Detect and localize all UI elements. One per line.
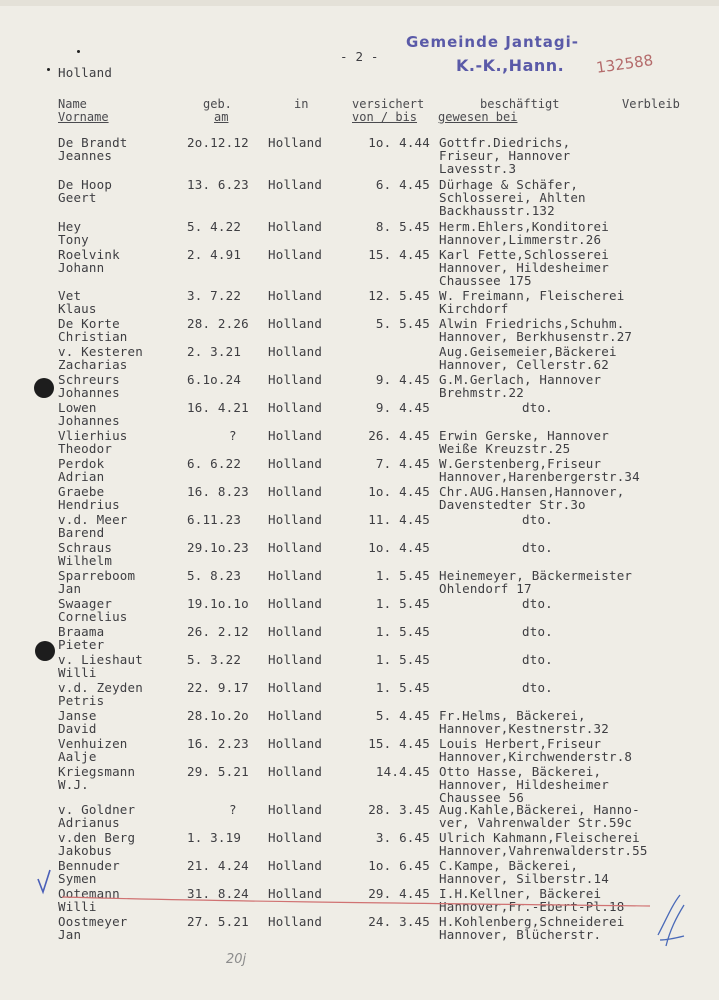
insured-date: 1o. 6.45 (368, 858, 430, 873)
birthplace: Holland (268, 914, 323, 929)
signature-mark (658, 895, 684, 946)
birth-date: 28.1o.2o (187, 708, 249, 723)
first-name: Geert (58, 190, 97, 205)
birth-date: 29. 5.21 (187, 764, 249, 779)
employer-line: Weiße Kreuzstr.25 (439, 441, 571, 456)
employer-line: Lavesstr.3 (439, 161, 517, 176)
surname: Oostmeyer (58, 914, 128, 929)
employer-line: G.M.Gerlach, Hannover (439, 372, 602, 387)
insured-date: 1. 5.45 (375, 568, 430, 583)
birthplace: Holland (268, 886, 323, 901)
insured-date: 14.4.45 (375, 764, 430, 779)
pencil-number: 132588 (595, 51, 655, 77)
employer-line: Hannover,Harenbergerstr.34 (439, 469, 640, 484)
first-name: Johann (58, 260, 105, 275)
first-name: W.J. (58, 777, 89, 792)
birthplace: Holland (268, 219, 323, 234)
insured-date: 1. 5.45 (375, 680, 430, 695)
employer-line: Kirchdorf (439, 301, 509, 316)
surname: Lowen (58, 400, 97, 415)
surname: Vlierhius (58, 428, 128, 443)
surname: Hey (58, 219, 82, 234)
birth-date: 27. 5.21 (187, 914, 249, 929)
insured-date: 8. 5.45 (375, 219, 430, 234)
birth-date: ? (229, 428, 237, 443)
employer-line: Karl Fette,Schlosserei (439, 247, 609, 262)
birthplace: Holland (268, 680, 323, 695)
employer-line: Hannover, Hildesheimer (439, 260, 609, 275)
employer-line: Hannover,Vahrenwalderstr.55 (439, 843, 648, 858)
birthplace: Holland (268, 624, 323, 639)
country-label: Holland (58, 65, 113, 80)
surname: v. Kesteren (58, 344, 143, 359)
employer-line: C.Kampe, Bäckerei, (439, 858, 579, 873)
birth-date: 31. 8.24 (187, 886, 249, 901)
first-name: Jan (58, 927, 82, 942)
birth-date: 28. 2.26 (187, 316, 249, 331)
first-name: Jakobus (58, 843, 113, 858)
birthplace: Holland (268, 135, 323, 150)
employer-line: Chaussee 175 (439, 273, 532, 288)
employer-line: Alwin Friedrichs,Schuhm. (439, 316, 625, 331)
employer-line: Aug.Kahle,Bäckerei, Hanno- (439, 802, 640, 817)
surname: v.d. Meer (58, 512, 128, 527)
employer-line: Ulrich Kahmann,Fleischerei (439, 830, 640, 845)
insured-date: 3. 6.45 (375, 830, 430, 845)
birth-date: 6.11.23 (187, 512, 242, 527)
employer-line: Hannover,Kirchwenderstr.8 (439, 749, 633, 764)
surname: Vet (58, 288, 82, 303)
employer-line: dto. (522, 540, 553, 555)
header-gewesen-bei: gewesen bei (438, 110, 518, 124)
birthplace: Holland (268, 540, 323, 555)
birthplace: Holland (268, 830, 323, 845)
surname: v.den Berg (58, 830, 136, 845)
first-name: Barend (58, 525, 105, 540)
surname: Bennuder (58, 858, 120, 873)
employer-line: Fr.Helms, Bäckerei, (439, 708, 586, 723)
birth-date: 6. 6.22 (187, 456, 242, 471)
stamp-line-1: Gemeinde Jantagi- (406, 33, 580, 51)
employer-line: ver, Vahrenwalder Str.59c (439, 815, 633, 830)
surname: v. Lieshaut (58, 652, 143, 667)
surname: Graebe (58, 484, 105, 499)
first-name: Jeannes (58, 148, 113, 163)
employer-line: Schlosserei, Ahlten (439, 190, 586, 205)
employer-line: Hannover, Cellerstr.62 (439, 357, 609, 372)
first-name: Petris (58, 693, 105, 708)
birthplace: Holland (268, 288, 323, 303)
employer-line: Hannover,Limmerstr.26 (439, 232, 602, 247)
employer-line: dto. (522, 596, 553, 611)
insured-date: 1o. 4.45 (368, 484, 430, 499)
first-name: Johannes (58, 413, 120, 428)
employer-line: W.Gerstenberg,Friseur (439, 456, 602, 471)
first-name: Johannes (58, 385, 120, 400)
birth-date: 3. 7.22 (187, 288, 242, 303)
header-name: Name (58, 97, 87, 111)
first-name: Jan (58, 581, 82, 596)
birthplace: Holland (268, 484, 323, 499)
insured-date: 28. 3.45 (368, 802, 430, 817)
birth-date: 22. 9.17 (187, 680, 249, 695)
birth-date: 26. 2.12 (187, 624, 249, 639)
birthplace: Holland (268, 400, 323, 415)
employer-line: Davenstedter Str.3o (439, 497, 586, 512)
red-underline (62, 897, 650, 906)
employer-line: dto. (522, 624, 553, 639)
birth-date: 21. 4.24 (187, 858, 249, 873)
first-name: Christian (58, 329, 128, 344)
surname: Perdok (58, 456, 105, 471)
birthplace: Holland (268, 764, 323, 779)
employer-line: Dürhage & Schäfer, (439, 177, 579, 192)
insured-date: 1o. 4.44 (368, 135, 430, 150)
surname: v.d. Zeyden (58, 680, 143, 695)
header-geb: geb. (203, 97, 232, 111)
first-name: Pieter (58, 637, 105, 652)
surname: De Brandt (58, 135, 128, 150)
insured-date: 12. 5.45 (368, 288, 430, 303)
checkmark-icon (38, 870, 50, 892)
birth-date: 19.1o.1o (187, 596, 249, 611)
first-name: Symen (58, 871, 97, 886)
employer-line: Hannover, Blücherstr. (439, 927, 602, 942)
birth-date: 2o.12.12 (187, 135, 249, 150)
pencil-note: 20j (226, 952, 247, 967)
insured-date: 6. 4.45 (375, 177, 430, 192)
birth-date: 5. 4.22 (187, 219, 242, 234)
birth-date: 13. 6.23 (187, 177, 249, 192)
header-vorname: Vorname (58, 110, 109, 124)
birthplace: Holland (268, 344, 323, 359)
employer-line: dto. (522, 652, 553, 667)
surname: Sparreboom (58, 568, 136, 583)
first-name: Aalje (58, 749, 97, 764)
insured-date: 9. 4.45 (375, 400, 430, 415)
first-name: Willi (58, 665, 97, 680)
birthplace: Holland (268, 652, 323, 667)
surname: De Korte (58, 316, 120, 331)
insured-date: 5. 4.45 (375, 708, 430, 723)
employer-line: I.H.Kellner, Bäckerei (439, 886, 602, 901)
employer-line: Heinemeyer, Bäckermeister (439, 568, 633, 583)
header-versichert: versichert (352, 97, 425, 111)
employer-line: Hannover, Hildesheimer (439, 777, 609, 792)
insured-date: 1. 5.45 (375, 624, 430, 639)
employer-line: Hannover,Kestnerstr.32 (439, 721, 609, 736)
employer-line: dto. (522, 512, 553, 527)
birth-date: ? (229, 802, 237, 817)
employer-line: dto. (522, 680, 553, 695)
employer-line: Hannover,Fr.-Ebert-Pl.18 (439, 899, 625, 914)
first-name: Cornelius (58, 609, 128, 624)
birthplace: Holland (268, 247, 323, 262)
insured-date: 24. 3.45 (368, 914, 430, 929)
birthplace: Holland (268, 802, 323, 817)
first-name: David (58, 721, 97, 736)
employer-line: Brehmstr.22 (439, 385, 524, 400)
birth-date: 16. 2.23 (187, 736, 249, 751)
first-name: Klaus (58, 301, 97, 316)
birth-date: 2. 3.21 (187, 344, 242, 359)
employer-line: Chaussee 56 (439, 790, 524, 805)
birth-date: 5. 3.22 (187, 652, 242, 667)
surname: Schraus (58, 540, 113, 555)
employer-line: Friseur, Hannover (439, 148, 571, 163)
employer-line: dto. (522, 400, 553, 415)
birthplace: Holland (268, 736, 323, 751)
employer-line: Gottfr.Diedrichs, (439, 135, 571, 150)
surname: De Hoop (58, 177, 113, 192)
first-name: Adrianus (58, 815, 120, 830)
header-verbleib: Verbleib (622, 97, 680, 111)
insured-date: 5. 5.45 (375, 316, 430, 331)
first-name: Hendrius (58, 497, 120, 512)
birth-date: 6.1o.24 (187, 372, 242, 387)
birthplace: Holland (268, 428, 323, 443)
first-name: Theodor (58, 441, 113, 456)
surname: Janse (58, 708, 97, 723)
birthplace: Holland (268, 596, 323, 611)
first-name: Willi (58, 899, 97, 914)
birthplace: Holland (268, 372, 323, 387)
birth-date: 16. 8.23 (187, 484, 249, 499)
surname: Kriegsmann (58, 764, 136, 779)
employer-line: Erwin Gerske, Hannover (439, 428, 609, 443)
birth-date: 29.1o.23 (187, 540, 249, 555)
surname: Swaager (58, 596, 113, 611)
stamp-line-2: K.-K.,Hann. (456, 56, 565, 75)
insured-date: 9. 4.45 (375, 372, 430, 387)
header-in: in (294, 97, 309, 111)
first-name: Adrian (58, 469, 105, 484)
insured-date: 7. 4.45 (375, 456, 430, 471)
employer-line: Ohlendorf 17 (439, 581, 532, 596)
birthplace: Holland (268, 316, 323, 331)
header-von-bis: von / bis (352, 110, 418, 124)
employer-line: W. Freimann, Fleischerei (439, 288, 625, 303)
birth-date: 2. 4.91 (187, 247, 242, 262)
birthplace: Holland (268, 177, 323, 192)
birthplace: Holland (268, 568, 323, 583)
birthplace: Holland (268, 512, 323, 527)
insured-date: 11. 4.45 (368, 512, 430, 527)
birthplace: Holland (268, 456, 323, 471)
header-beschaeftigt: beschäftigt (480, 97, 560, 111)
insured-date: 29. 4.45 (368, 886, 430, 901)
employer-line: Hannover, Silberstr.14 (439, 871, 609, 886)
insured-date: 1. 5.45 (375, 596, 430, 611)
birth-date: 1. 3.19 (187, 830, 242, 845)
employer-line: Louis Herbert,Friseur (439, 736, 602, 751)
first-name: Tony (58, 232, 89, 247)
surname: Venhuizen (58, 736, 128, 751)
insured-date: 1. 5.45 (375, 652, 430, 667)
employer-line: Otto Hasse, Bäckerei, (439, 764, 602, 779)
header-am: am (214, 110, 229, 124)
birth-date: 5. 8.23 (187, 568, 242, 583)
insured-date: 15. 4.45 (368, 247, 430, 262)
insured-date: 26. 4.45 (368, 428, 430, 443)
insured-date: 15. 4.45 (368, 736, 430, 751)
first-name: Wilhelm (58, 553, 113, 568)
page-number: - 2 - (340, 49, 379, 64)
birthplace: Holland (268, 858, 323, 873)
employer-line: Backhausstr.132 (439, 203, 555, 218)
surname: Roelvink (58, 247, 120, 262)
employer-line: Hannover, Berkhusenstr.27 (439, 329, 633, 344)
employer-line: Aug.Geisemeier,Bäckerei (439, 344, 617, 359)
insured-date: 1o. 4.45 (368, 540, 430, 555)
employer-line: Herm.Ehlers,Konditorei (439, 219, 609, 234)
birthplace: Holland (268, 708, 323, 723)
surname: v. Goldner (58, 802, 136, 817)
surname: Braama (58, 624, 105, 639)
surname: Schreurs (58, 372, 120, 387)
employer-line: Chr.AUG.Hansen,Hannover, (439, 484, 625, 499)
birth-date: 16. 4.21 (187, 400, 249, 415)
surname: Ootemann (58, 886, 120, 901)
first-name: Zacharias (58, 357, 128, 372)
employer-line: H.Kohlenberg,Schneiderei (439, 914, 625, 929)
